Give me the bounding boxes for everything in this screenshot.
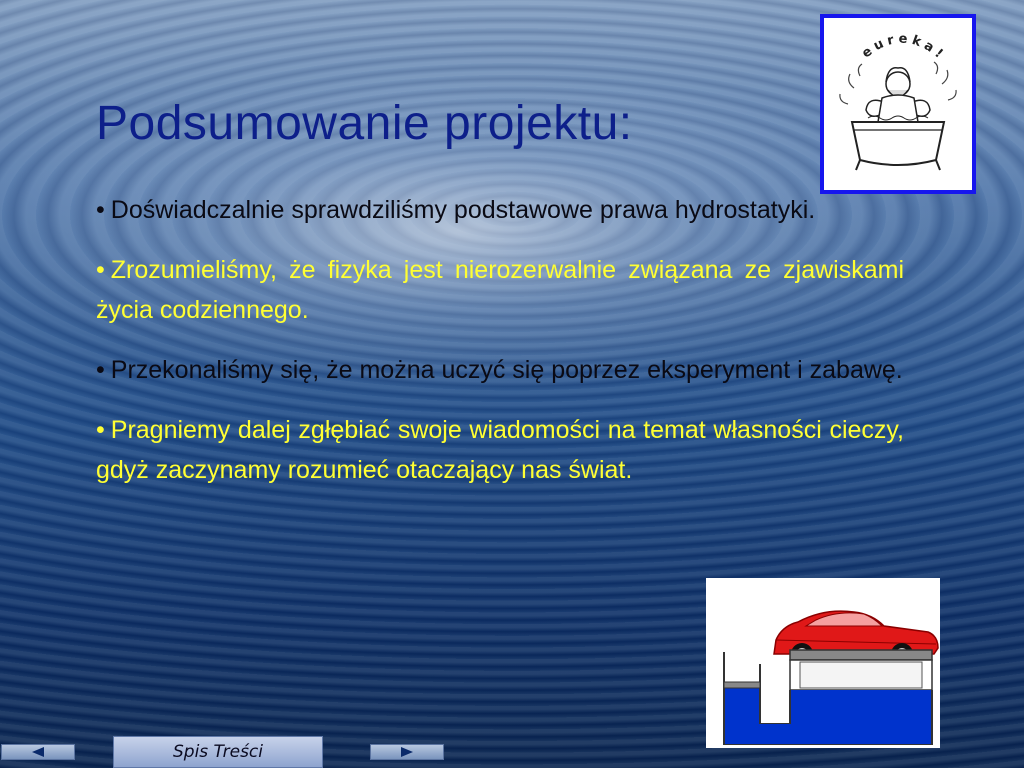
- bullet-marker: •: [96, 256, 105, 284]
- next-slide-button[interactable]: [370, 744, 444, 760]
- bullet-text: Doświadczalnie sprawdziliśmy podstawowe prawa hydrostatyki.: [110, 196, 816, 224]
- previous-slide-button[interactable]: [1, 744, 75, 760]
- bullet-item-2: [96, 250, 904, 330]
- bullet-text: Zrozumieliśmy, że fizyka jest nierozerwalnie związana ze zjawiskami życia codziennego.: [96, 256, 904, 324]
- bullet-text: Pragniemy dalej zgłębiać swoje wiadomości na temat własności cieczy, gdyż zaczynamy rozumieć otaczający nas świat.: [96, 416, 904, 484]
- bullet-marker: •: [96, 356, 105, 384]
- hydraulic-press-illustration: [706, 578, 940, 748]
- eureka-logo: [820, 14, 976, 194]
- bullet-text: Przekonaliśmy się, że można uczyć się poprzez eksperyment i zabawę.: [110, 356, 903, 384]
- left-triangle-icon: [28, 746, 48, 758]
- bullet-marker: •: [96, 416, 105, 444]
- table-of-contents-button[interactable]: Spis Treści: [113, 736, 323, 768]
- slide-title: Podsumowanie projektu:: [96, 97, 633, 150]
- bullet-marker: •: [96, 196, 105, 224]
- right-triangle-icon: [397, 746, 417, 758]
- bullet-list: [96, 190, 904, 510]
- car-on-press-icon: [706, 578, 940, 748]
- eureka-caption: eureka!: [859, 31, 949, 65]
- bullet-item-3: [96, 350, 904, 390]
- bullet-item-1: [96, 190, 904, 230]
- bathtub-man-illustration: [824, 18, 972, 190]
- bullet-item-4: [96, 410, 904, 490]
